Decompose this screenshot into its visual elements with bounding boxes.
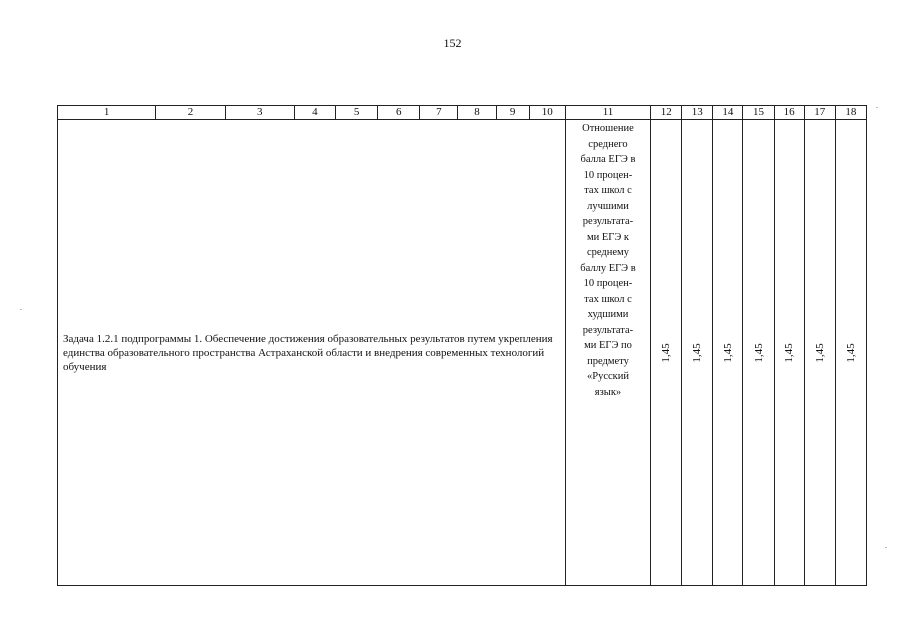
- indicator-line: тах школ с: [584, 293, 632, 305]
- column-number: 15: [743, 106, 774, 120]
- column-number: 4: [294, 106, 335, 120]
- column-number: 9: [496, 106, 529, 120]
- indicator-line: лучшими: [587, 200, 629, 212]
- indicator-value: 1,45: [783, 342, 796, 363]
- indicator-line: среднему: [587, 247, 629, 258]
- indicator-line: результата-: [582, 324, 634, 336]
- table-row: [58, 120, 867, 586]
- indicator-line: 10 процен-: [583, 278, 633, 289]
- indicator-line: «Русский: [586, 371, 629, 382]
- indicator-description: [568, 121, 648, 400]
- indicator-line: среднего: [588, 138, 628, 150]
- indicator-line: ми ЕГЭ к: [586, 231, 629, 243]
- column-number: 8: [458, 106, 496, 120]
- scan-speck: [20, 309, 22, 310]
- column-number: 17: [804, 106, 835, 120]
- column-number: 16: [774, 106, 804, 120]
- column-number: 12: [651, 106, 682, 120]
- task-description: Задача 1.2.1 подпрограммы 1. Обеспечение достижения образовательных результатов путем укрепления единства образовательного пространства Астраханской области и внедрения современных технологий обучения: [63, 332, 553, 373]
- column-number: 3: [225, 106, 294, 120]
- indicator-value: 1,45: [752, 342, 765, 363]
- column-number: 6: [378, 106, 420, 120]
- column-number: 11: [565, 106, 650, 120]
- value-cell: [804, 120, 835, 586]
- column-number: 14: [713, 106, 743, 120]
- column-number: 13: [682, 106, 713, 120]
- task-cell: [58, 120, 566, 586]
- indicator-line: тах школ с: [584, 185, 632, 196]
- indicator-cell: [565, 120, 650, 586]
- indicator-line: балла ЕГЭ в: [580, 154, 636, 165]
- column-number: 1: [58, 106, 156, 120]
- column-number: 18: [835, 106, 866, 120]
- value-cell: [835, 120, 866, 586]
- value-cell: [774, 120, 804, 586]
- indicator-value: 1,45: [813, 342, 826, 363]
- value-cell: [682, 120, 713, 586]
- scan-speck: [876, 107, 878, 108]
- page-number: 152: [443, 36, 462, 50]
- value-cell: [713, 120, 743, 586]
- indicator-value: 1,45: [660, 342, 673, 363]
- column-number: 2: [156, 106, 225, 120]
- column-number: 5: [336, 106, 378, 120]
- indicator-value: 1,45: [691, 342, 704, 363]
- indicator-table: [57, 105, 867, 586]
- column-number: 10: [529, 106, 565, 120]
- indicator-line: баллу ЕГЭ в: [580, 262, 636, 274]
- indicator-line: предмету: [587, 355, 629, 367]
- value-cell: [651, 120, 682, 586]
- value-cell: [743, 120, 774, 586]
- indicator-line: 10 процен-: [583, 169, 633, 181]
- scan-speck: [885, 547, 887, 548]
- indicator-value: 1,45: [721, 342, 734, 363]
- indicator-value: 1,45: [844, 342, 857, 363]
- column-number: 7: [420, 106, 458, 120]
- column-number-row: [58, 106, 867, 120]
- indicator-line: ми ЕГЭ по: [584, 340, 632, 351]
- indicator-line: результата-: [582, 216, 634, 227]
- indicator-line: язык»: [594, 386, 622, 398]
- indicator-line: Отношение: [582, 123, 634, 134]
- indicator-line: худшими: [587, 309, 629, 320]
